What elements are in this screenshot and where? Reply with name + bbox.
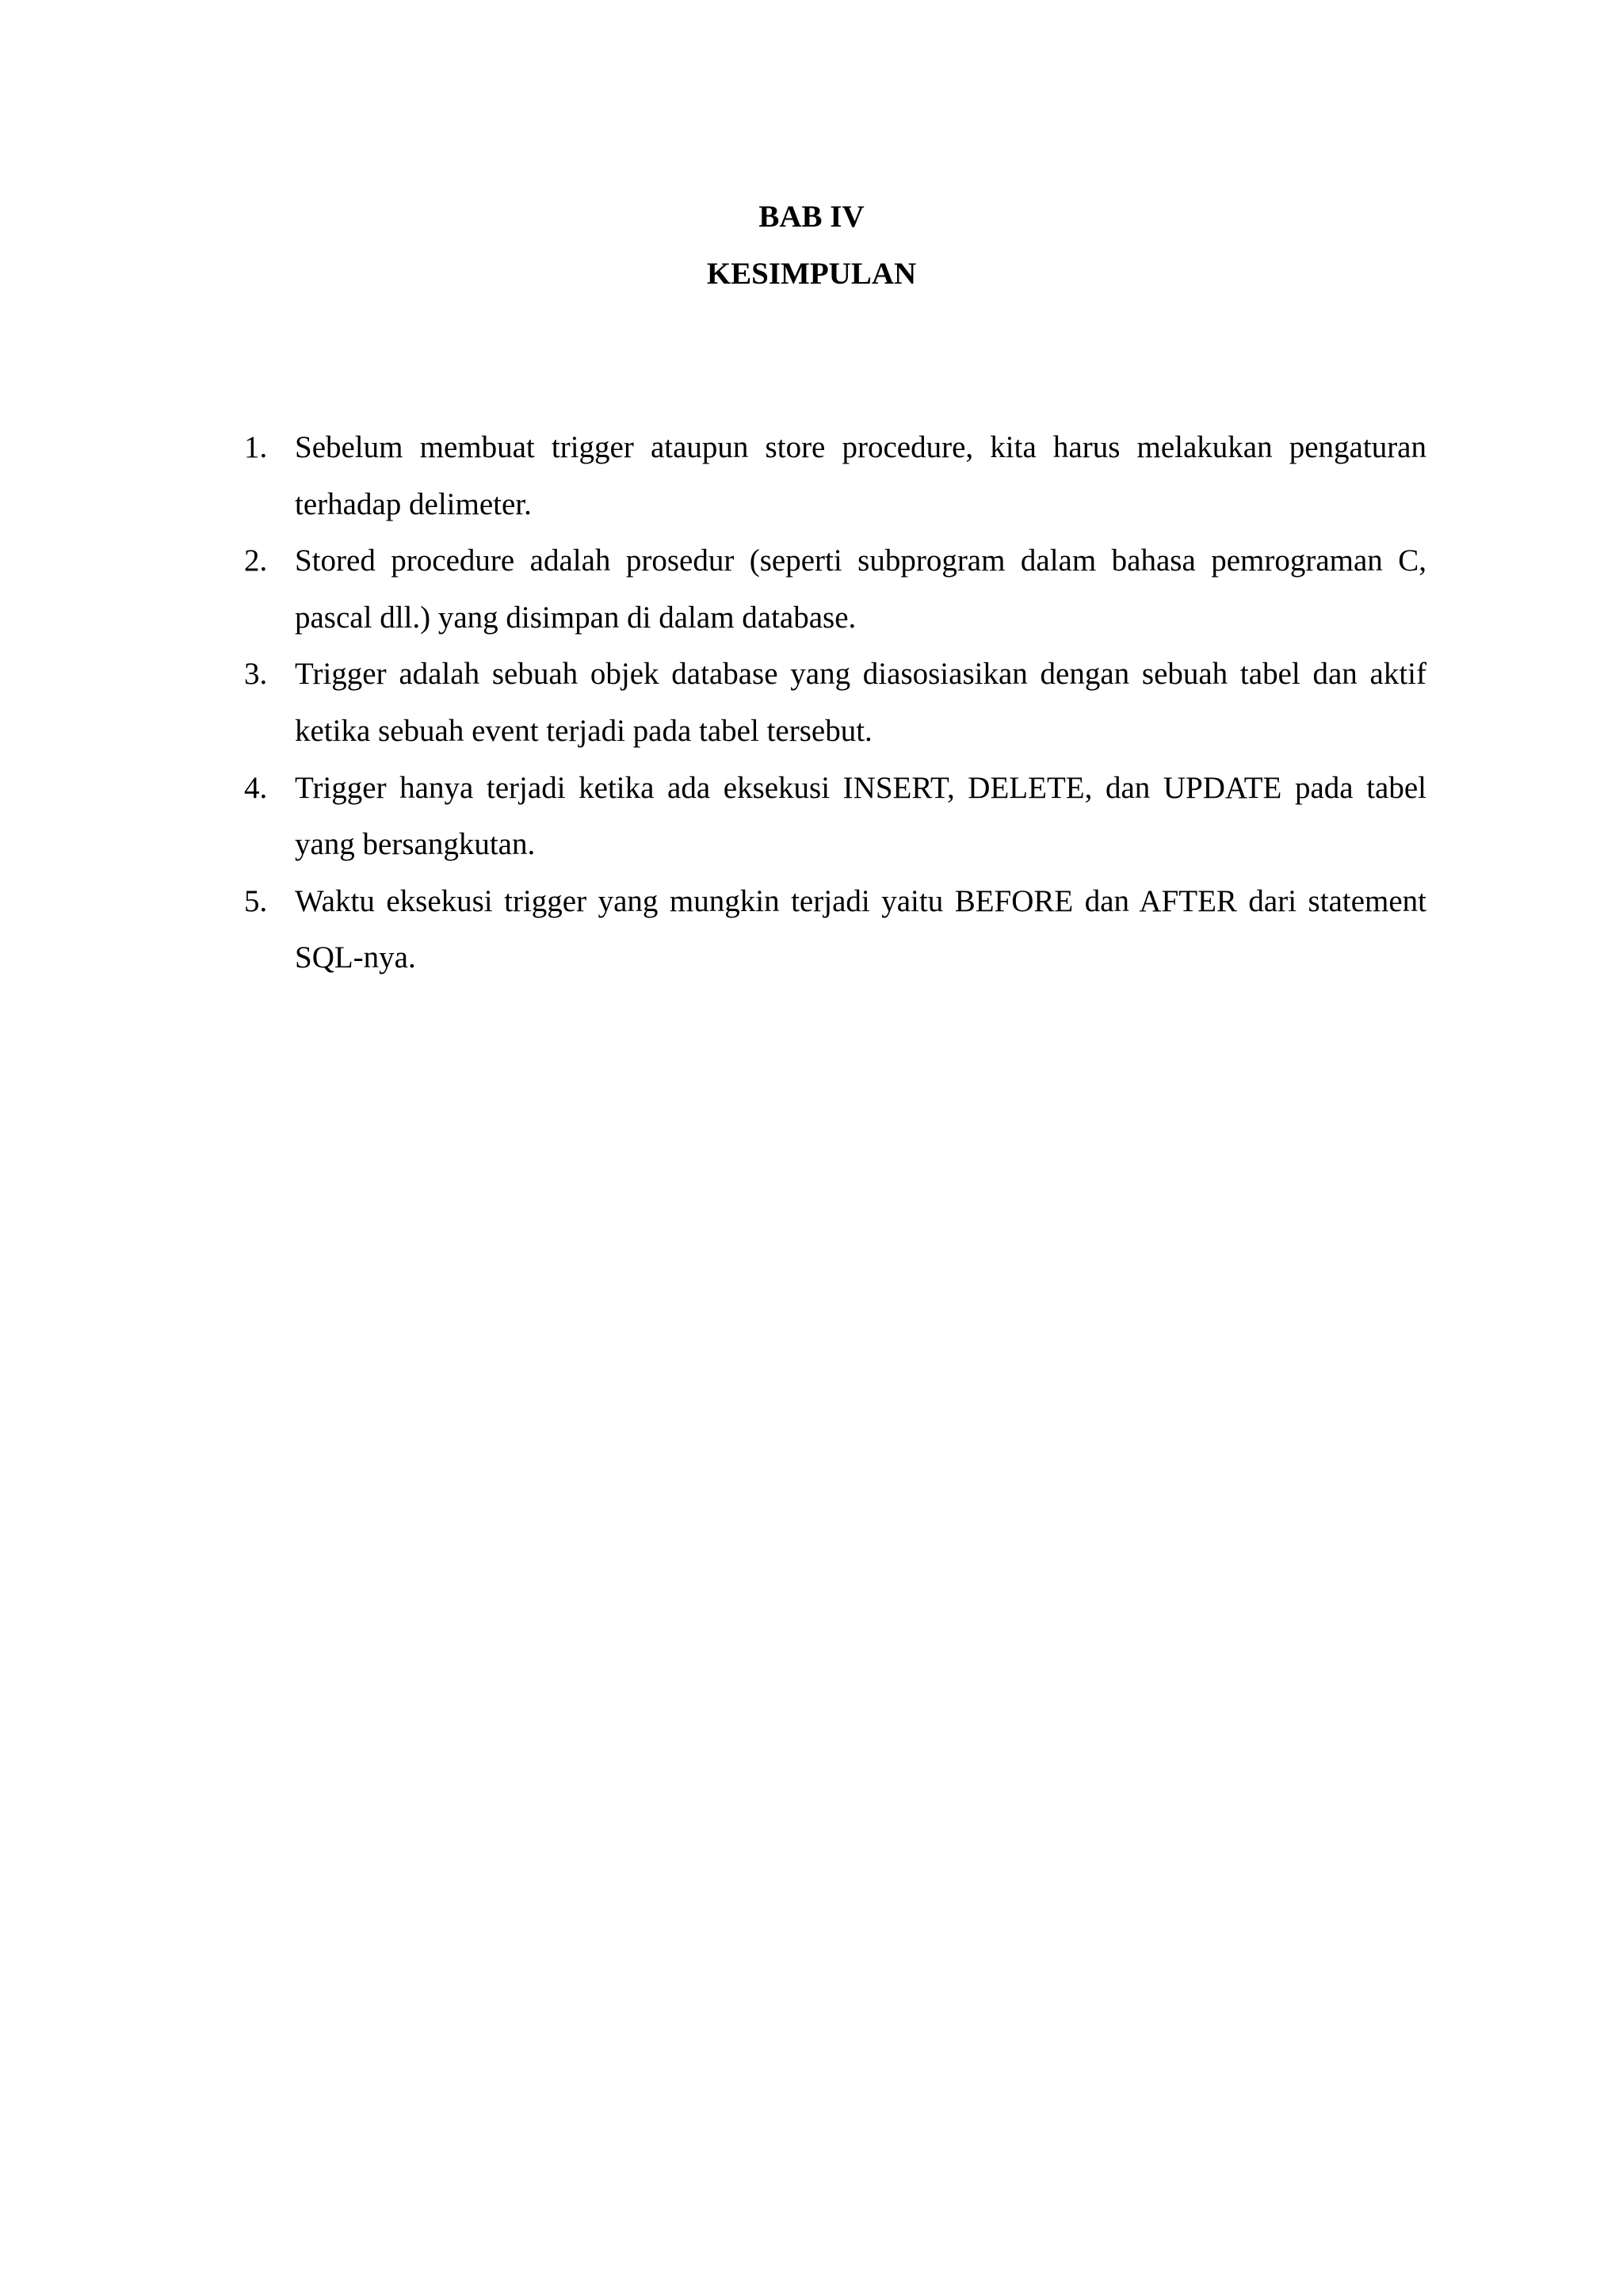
list-item-number: 2. bbox=[244, 543, 268, 578]
list-item bbox=[244, 646, 1426, 759]
list-item-text: Sebelum membuat trigger ataupun store procedure, kita harus melakukan pengaturan terhadap delimeter. bbox=[295, 430, 1426, 521]
list-item-text: Waktu eksekusi trigger yang mungkin terjadi yaitu BEFORE dan AFTER dari statement SQL-nya. bbox=[295, 883, 1426, 975]
list-item-text: Trigger hanya terjadi ketika ada eksekusi INSERT, DELETE, dan UPDATE pada tabel yang bersangkutan. bbox=[295, 770, 1426, 862]
chapter-heading: BAB IV bbox=[758, 200, 865, 234]
list-item-number: 5. bbox=[244, 883, 268, 918]
list-item bbox=[244, 532, 1426, 646]
list-item-text: Stored procedure adalah prosedur (seperti subprogram dalam bahasa pemrograman C, pascal dll.) yang disimpan di dalam database. bbox=[295, 543, 1426, 635]
conclusion-list bbox=[244, 419, 1426, 986]
list-item-number: 3. bbox=[244, 657, 268, 692]
list-item bbox=[244, 419, 1426, 532]
list-item-text: Trigger adalah sebuah objek database yang diasosiasikan dengan sebuah tabel dan aktif ketika sebuah event terjadi pada tabel tersebut. bbox=[295, 657, 1426, 748]
list-item bbox=[244, 760, 1426, 873]
list-item-number: 4. bbox=[244, 770, 268, 805]
list-item bbox=[244, 873, 1426, 986]
chapter-title: KESIMPULAN bbox=[706, 257, 917, 291]
list-item-number: 1. bbox=[244, 430, 268, 464]
